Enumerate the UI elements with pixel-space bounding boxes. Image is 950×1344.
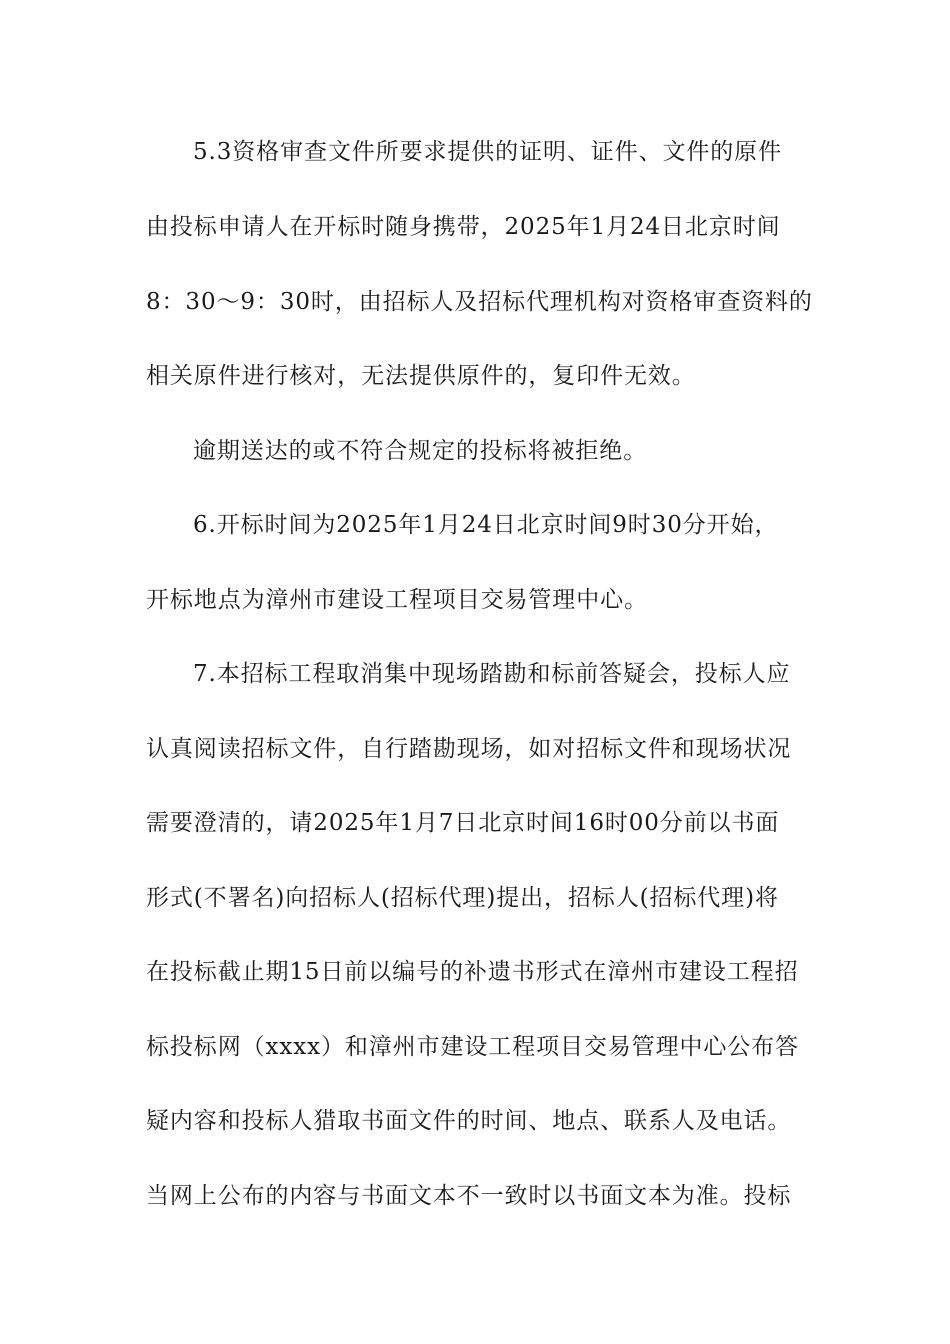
- paragraph-6-line-1: 6.开标时间为2025年1月24日北京时间9时30分开始，: [193, 512, 779, 538]
- paragraph-7-line-5: 在投标截止期15日前以编号的补遗书形式在漳州市建设工程招: [146, 959, 799, 985]
- paragraph-5-3-line-3: 8：30～9：30时，由招标人及招标代理机构对资格审查资料的: [146, 289, 813, 315]
- paragraph-7-line-3: 需要澄清的，请2025年1月7日北京时间16时00分前以书面: [146, 810, 780, 836]
- paragraph-5-3-line-1: 5.3资格审查文件所要求提供的证明、证件、文件的原件: [193, 139, 782, 165]
- paragraph-6-line-2: 开标地点为漳州市建设工程项目交易管理中心。: [146, 587, 648, 613]
- paragraph-7-line-8: 当网上公布的内容与书面文本不一致时以书面文本为准。投标: [146, 1183, 792, 1209]
- paragraph-5-3-line-4: 相关原件进行核对，无法提供原件的，复印件无效。: [146, 363, 696, 389]
- paragraph-7-line-1: 7.本招标工程取消集中现场踏勘和标前答疑会，投标人应: [193, 661, 791, 687]
- paragraph-7-line-6: 标投标网（xxxx）和漳州市建设工程项目交易管理中心公布答: [146, 1034, 799, 1060]
- paragraph-7-line-4: 形式(不署名)向招标人(招标代理)提出，招标人(招标代理)将: [146, 885, 779, 911]
- paragraph-7-line-2: 认真阅读招标文件，自行踏勘现场，如对招标文件和现场状况: [146, 736, 792, 762]
- paragraph-5-3-line-2: 由投标申请人在开标时随身携带，2025年1月24日北京时间: [146, 214, 781, 240]
- paragraph-rejection-line: 逾期送达的或不符合规定的投标将被拒绝。: [193, 438, 648, 464]
- paragraph-7-line-7: 疑内容和投标人猎取书面文件的时间、地点、联系人及电话。: [146, 1108, 792, 1134]
